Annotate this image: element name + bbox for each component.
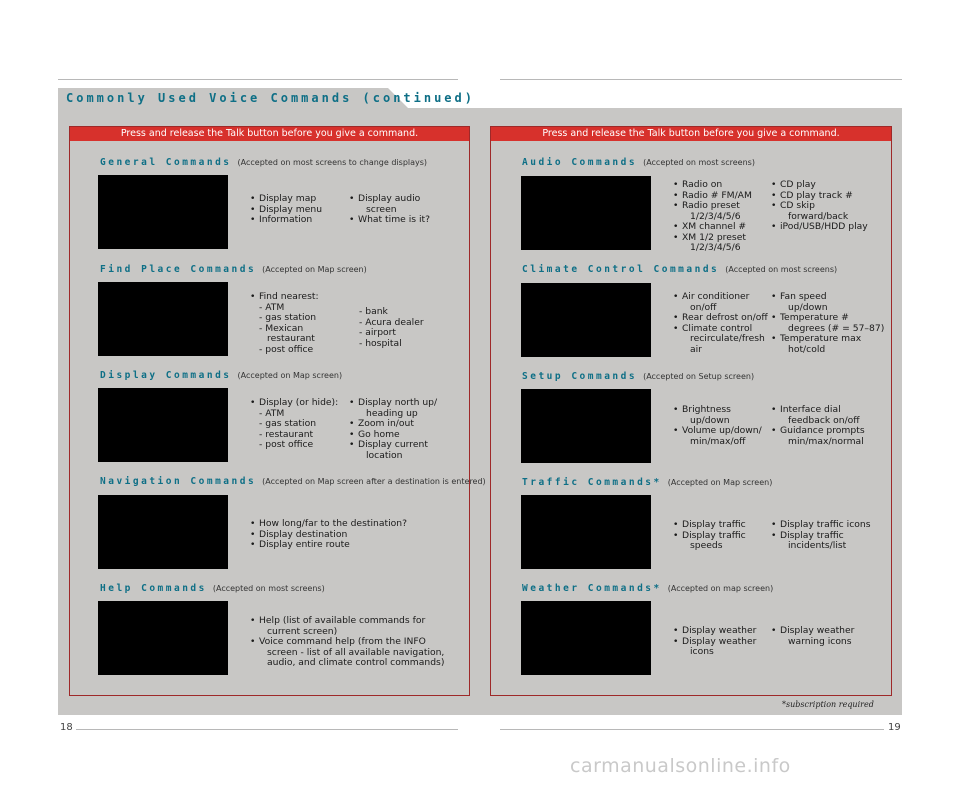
list-item: degrees (# = 57–87) [788,322,885,334]
screen-image [98,282,228,356]
list-item: • Rear defrost on/off [673,313,768,324]
command-list [771,405,865,447]
section-heading: Audio Commands [522,157,638,168]
section-heading: Climate Control Commands [522,264,720,275]
section-heading: Help Commands [100,583,207,594]
list-item: audio, and climate control commands) [267,657,445,668]
list-item: • CD skip [771,201,868,212]
list-item: - post office [259,439,314,450]
list-item: feedback on/off [788,414,860,426]
top-rule-right [500,79,902,80]
list-item: • Find nearest: [250,292,319,303]
command-list [250,292,319,355]
list-item: incidents/list [788,540,847,551]
list-item: • Display weather [771,626,854,637]
command-list [250,194,322,226]
list-item: - ATM [259,301,285,313]
list-item: - hospital [359,337,402,349]
list-item: recirculate/fresh [690,333,765,344]
display-commands-title [100,370,342,381]
list-item: - gas station [259,418,317,429]
list-item: • XM channel # [673,222,752,233]
section-heading: Find Place Commands [100,264,257,275]
list-item: up/down [690,414,730,426]
list-item: • Display traffic [673,531,746,542]
section-note: (Accepted on most screens) [643,158,755,167]
section-note: (Accepted on Map screen) [262,265,367,274]
screen-image [521,601,651,675]
list-item: • Display traffic [673,520,746,531]
section-note: (Accepted on most screens) [725,265,838,274]
weather-commands-title [522,583,773,594]
list-item: • CD play [771,180,868,191]
command-list [673,292,768,355]
screen-image [98,601,228,675]
command-list [349,398,437,461]
bottom-rule-right [500,729,884,730]
screen-image [98,388,228,462]
list-item: • Display current [349,440,437,451]
list-item: - restaurant [259,428,314,440]
list-item: • CD play track # [771,191,868,202]
screen-image [521,176,651,250]
section-note: (Accepted on Setup screen) [643,372,755,381]
list-item: • iPod/USB/HDD play [771,222,868,233]
list-item: min/max/off [690,435,746,447]
list-item: • Information [250,215,322,226]
page-number-left: 18 [60,722,73,733]
setup-commands-title [522,371,754,382]
command-list [250,616,444,669]
list-item: • Display menu [250,205,322,216]
list-item: • Display map [250,194,322,205]
list-item: • Display weather [673,637,756,648]
screen-image [98,175,228,249]
list-item: • Go home [349,430,437,441]
screen-image [521,283,651,357]
help-commands-title [100,583,325,594]
list-item: - Acura dealer [359,316,424,328]
list-item: - Mexican [259,322,304,334]
list-item: up/down [788,301,828,313]
list-item: • Temperature max [771,334,884,345]
left-banner: Press and release the Talk button before you give a command. [70,127,469,141]
command-list [250,519,407,551]
command-list [673,520,746,552]
command-list [771,520,870,552]
list-item: • Radio # FM/AM [673,191,752,202]
list-item: icons [690,646,714,657]
list-item: location [366,449,403,461]
page-title: Commonly Used Voice Commands (continued) [66,91,475,105]
list-item: • Display north up/ [349,398,437,409]
section-heading: Display Commands [100,370,232,381]
list-item: • Help (list of available commands for [250,616,444,627]
list-item: • Display (or hide): [250,398,338,409]
list-item: speeds [690,540,723,551]
section-note: (Accepted on map screen) [667,584,774,593]
command-list [349,194,430,226]
find-place-commands-title [100,264,367,275]
command-list [673,405,762,447]
screen-image [521,389,651,463]
list-item: - post office [259,343,314,355]
command-list [350,307,424,349]
navigation-commands-title [100,476,486,487]
list-item: restaurant [267,333,315,344]
section-note: (Accepted on Map screen) [237,371,343,380]
list-item: • Radio preset [673,201,752,212]
list-item: - gas station [259,312,317,323]
page-number-right: 19 [888,722,901,733]
list-item: • Zoom in/out [349,419,437,430]
list-item: • What time is it? [349,215,430,226]
general-commands-title [100,157,427,168]
traffic-commands-title [522,477,772,488]
list-item: • Climate control [673,324,768,335]
list-item: min/max/normal [788,435,864,447]
list-item: • Brightness [673,405,762,416]
list-item: • Volume up/down/ [673,426,762,437]
list-item: • Guidance prompts [771,426,865,437]
list-item: • Display audio [349,194,430,205]
list-item: • Air conditioner [673,292,768,303]
list-item: forward/back [788,210,849,222]
section-heading: Weather Commands* [522,583,662,594]
list-item: • Interface dial [771,405,865,416]
section-heading: General Commands [100,157,232,168]
section-note: (Accepted on most screens to change displays) [237,158,428,167]
section-note: (Accepted on Map screen) [667,478,773,487]
list-item: • Display weather [673,626,756,637]
list-item: heading up [366,407,418,419]
list-item: on/off [690,301,717,313]
command-list [771,292,884,355]
list-item: screen [366,203,397,215]
command-list [771,626,854,647]
list-item: • Display destination [250,530,407,541]
list-item: - bank [359,306,388,317]
screen-image [521,495,651,569]
command-list [673,626,756,658]
list-item: • XM 1/2 preset [673,233,752,244]
section-heading: Navigation Commands [100,476,257,487]
right-banner: Press and release the Talk button before you give a command. [491,127,891,141]
section-heading: Setup Commands [522,371,638,382]
list-item: screen - list of all available navigation, [267,646,445,658]
audio-commands-title [522,157,755,168]
list-item: 1/2/3/4/5/6 [690,210,741,222]
command-list [673,180,752,254]
command-list [771,180,868,233]
list-item: • Fan speed [771,292,884,303]
list-item: air [690,343,702,355]
list-item: - airport [359,327,397,338]
list-item: • How long/far to the destination? [250,519,407,530]
top-rule-left [58,79,458,80]
list-item: 1/2/3/4/5/6 [690,242,741,253]
footnote: *subscription required [782,700,874,709]
list-item: - ATM [259,407,285,419]
list-item: current screen) [267,625,338,637]
list-item: • Radio on [673,180,752,191]
list-item: warning icons [788,635,852,647]
section-heading: Traffic Commands* [522,477,662,488]
bottom-rule-left [76,729,458,730]
list-item: • Display entire route [250,540,407,551]
list-item: • Display traffic icons [771,520,870,531]
list-item: • Temperature # [771,313,884,324]
screen-image [98,495,228,569]
command-list [250,398,338,451]
list-item: • Voice command help (from the INFO [250,637,444,648]
watermark: carmanualsonline.info [570,755,791,777]
climate-control-commands-title [522,264,837,275]
list-item: hot/cold [788,343,826,355]
section-note: (Accepted on Map screen after a destination is entered) [262,477,486,486]
section-note: (Accepted on most screens) [212,584,325,593]
list-item: • Display traffic [771,531,870,542]
